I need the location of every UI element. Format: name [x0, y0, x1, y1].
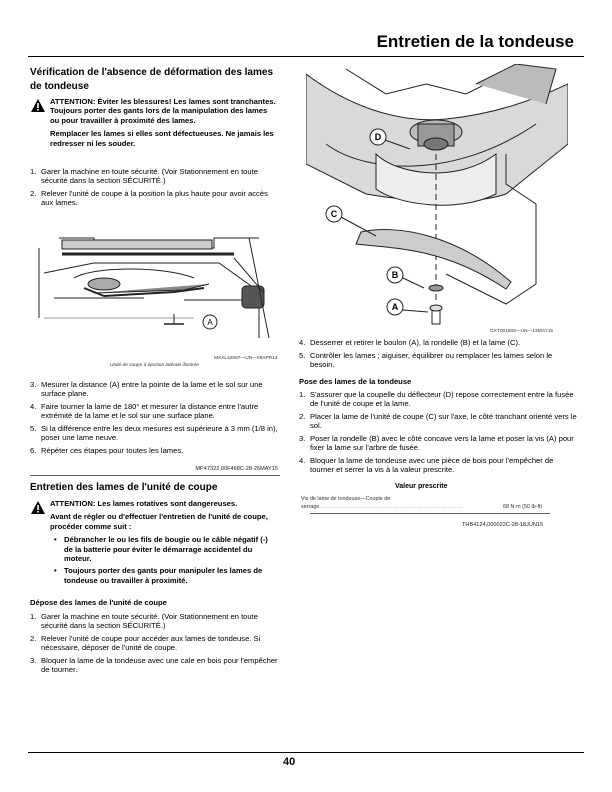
deck-measurement-figure — [34, 218, 278, 368]
list-item: • Débrancher le ou les fils de bougie ou le câble négatif (-) de la batterie pour éviter le démarrage accidentel du moteur. — [50, 535, 278, 563]
list-item: 4. Desserrer et retirer le boulon (A), la rondelle (B) et la lame (C). — [299, 338, 521, 347]
steps-list — [299, 338, 577, 373]
steps-list — [299, 390, 577, 478]
figure-label-a: A — [207, 318, 213, 327]
list-item: • Toujours porter des gants pour manipuler les lames de tondeuse ou travailler à proximité. — [50, 566, 278, 585]
warning-text: Remplacer les lames si elles sont défectueuses. Ne jamais les redresser ni les souder. — [50, 129, 274, 148]
list-item: 4. Bloquer la lame de tondeuse avec une pièce de bois pour l'empêcher de tourner et serrer la vis à la valeur prescrite. — [299, 455, 554, 474]
section-heading: Entretien des lames de l'unité de coupe — [30, 482, 218, 493]
reference-code: THB4124,000022C-28-18JUN15 — [462, 522, 544, 528]
section-divider — [30, 475, 280, 476]
subheading: Dépose des lames de l'unité de coupe — [30, 598, 167, 607]
footer-rule — [28, 752, 584, 753]
list-item: 1. Garer la machine en toute sécurité. (Voir Stationnement en toute sécurité dans la section SÉCURITÉ.) — [30, 167, 258, 186]
figure-label-d: D — [374, 132, 382, 142]
list-item: 3. Poser la rondelle (B) avec le côté concave vers la lame et poser la vis (A) pour fixer la lame sur l'arbre de fusée. — [299, 433, 574, 453]
spec-divider — [310, 513, 550, 514]
spec-label: serrage. . . . . . . . . . . . . . . . . . . . . . . . . . . . . . . . . . . . . . . . . . . . . . . . — [301, 504, 462, 510]
subheading: Pose des lames de la tondeuse — [299, 377, 412, 386]
warning-text: ATTENTION: Les lames rotatives sont dangereuses. — [50, 499, 238, 508]
steps-list — [30, 612, 280, 678]
list-item: 3. Mesurer la distance (A) entre la pointe de la lame et le sol sur une surface plane. — [30, 380, 263, 399]
spec-value: 68 N·m (50 lb-ft) — [503, 504, 543, 510]
list-item: 2. Relever l'unité de coupe pour accéder aux lames de tondeuse. Si nécessaire, déposer de l'unité de coupe. — [30, 633, 261, 653]
blade-exploded-figure — [306, 64, 568, 328]
list-item: 4. Faire tourner la lame de 180° et mesurer la distance entre l'autre extrémité de la lame et le sol sur une surface plane. — [30, 401, 259, 421]
spec-heading: Valeur prescrite — [395, 483, 448, 490]
list-item: 2. Relever l'unité de coupe à la position la plus haute pour avoir accès aux lames. — [30, 188, 268, 208]
figure-caption: Unité de coupe à éjection latérale illustrée — [110, 363, 200, 368]
steps-list — [30, 167, 280, 211]
figure-label-a: A — [391, 302, 399, 312]
reference-code: MP47322,00F468C-28-26MAY15 — [195, 466, 278, 472]
page-title: Entretien de la tondeuse — [376, 32, 574, 51]
list-item: 5. Si la différence entre les deux mesures est supérieure à 3 mm (1/8 in), poser une lame neuve. — [30, 423, 278, 443]
section-blade-service — [30, 481, 280, 495]
list-item: 2. Placer la lame de l'unité de coupe (C) sur l'axe, le côté tranchant orienté vers le sol. — [299, 411, 577, 431]
figure-label-c: C — [330, 209, 338, 219]
header-rule — [28, 56, 584, 57]
list-item: 3. Bloquer la lame de la tondeuse avec une cale en bois pour l'empêcher de tourner. — [30, 655, 278, 675]
figure-label-b: B — [391, 270, 399, 280]
page-number: 40 — [283, 756, 296, 768]
figure-code: MXAL42667—UN—09APR13 — [214, 356, 278, 361]
spec-label: Vis de lame de tondeuse—Couple de — [301, 496, 391, 502]
warning-block — [50, 499, 278, 588]
steps-list — [30, 380, 280, 458]
section-heading: Vérification de l'absence de déformation des lames de tondeuse — [30, 67, 274, 92]
figure-code: GXT001605—UN—13MAY15 — [490, 329, 554, 334]
warning-block — [50, 97, 278, 152]
list-item: 5. Contrôler les lames ; aiguiser, équilibrer ou remplacer les lames selon le besoin. — [299, 350, 553, 369]
warning-text: ATTENTION: Éviter les blessures! Les lames sont tranchantes. Toujours porter des gants lors de la manipulation des lames ou pour travailler à proximité des lames. — [50, 97, 276, 125]
warning-triangle-icon — [31, 501, 45, 514]
warning-bullets — [50, 535, 278, 585]
warning-triangle-icon — [31, 99, 45, 112]
section-blade-check — [30, 66, 280, 94]
list-item: 6. Répéter ces étapes pour toutes les lames. — [30, 445, 184, 455]
warning-text: Avant de régler ou d'effectuer l'entretien de l'unité de coupe, procéder comme suit : — [50, 512, 268, 531]
list-item: 1. Garer la machine en toute sécurité. (Voir Stationnement en toute sécurité dans la section SÉCURITÉ.) — [30, 612, 258, 631]
list-item: 1. S'assurer que la coupelle du déflecteur (D) repose correctement entre la fusée de l'unité de coupe et la lame. — [299, 390, 574, 409]
